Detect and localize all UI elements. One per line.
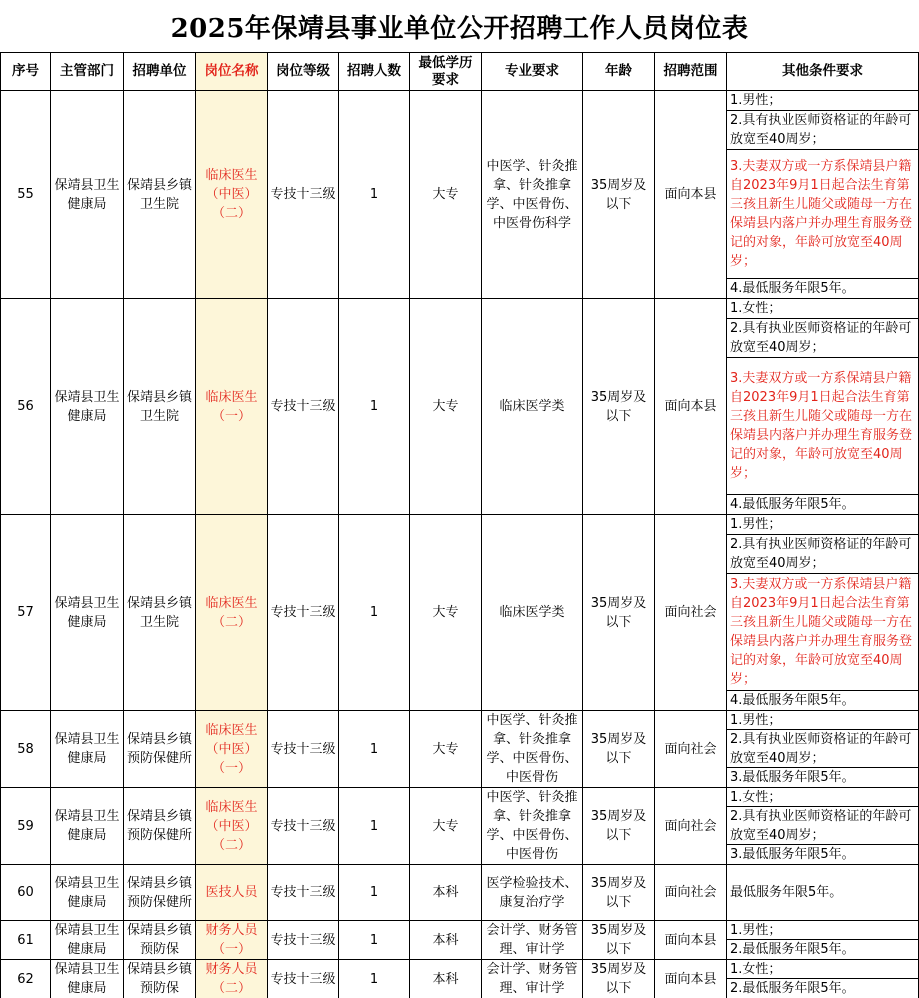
condition-line: 1.男性；: [730, 713, 782, 728]
row-number: 58: [1, 711, 51, 788]
row-level: 专技十三级: [268, 299, 339, 515]
row-count: 1: [339, 865, 410, 921]
row-conditions: 最低服务年限5年。: [727, 865, 919, 921]
row-age: 35周岁及以下: [583, 865, 655, 921]
condition-line: 2.具有执业医师资格证的年龄可放宽至40周岁；: [727, 534, 918, 573]
header-count: 招聘人数: [339, 53, 410, 91]
row-count: 1: [339, 960, 410, 998]
table-row: [1, 515, 919, 711]
row-number: 60: [1, 865, 51, 921]
row-post: 财务人员（二）: [196, 960, 268, 998]
row-major: 中医学、针灸推拿、针灸推拿学、中医骨伤、中医骨伤: [482, 788, 583, 865]
row-unit: 保靖县乡镇卫生院: [124, 299, 196, 515]
row-level: 专技十三级: [268, 960, 339, 998]
row-post: 医技人员: [196, 865, 268, 921]
row-dept: 保靖县卫生健康局: [51, 960, 124, 998]
condition-line: 3.最低服务年限5年。: [727, 767, 918, 786]
row-age: 35周岁及以下: [583, 91, 655, 299]
table-row: [1, 865, 919, 921]
header-row: [1, 53, 919, 91]
condition-line: 2.具有执业医师资格证的年龄可放宽至40周岁；: [727, 729, 918, 767]
table-row: [1, 299, 919, 515]
page-title: 2025年保靖县事业单位公开招聘工作人员岗位表: [170, 13, 749, 44]
row-dept: 保靖县卫生健康局: [51, 515, 124, 711]
row-unit: 保靖县乡镇预防保健所: [124, 788, 196, 865]
condition-line: 3.夫妻双方或一方系保靖县户籍自2023年9月1日起合法生育第三孩且新生儿随父或随母一方在保靖县内落户并办理生育服务登记的对象，年龄可放宽至40周岁；: [727, 573, 918, 690]
row-count: 1: [339, 299, 410, 515]
condition-line: 1.女性；: [730, 962, 782, 977]
row-edu: 大专: [410, 91, 482, 299]
row-count: 1: [339, 788, 410, 865]
table-row: [1, 91, 919, 299]
row-count: 1: [339, 711, 410, 788]
row-dept: 保靖县卫生健康局: [51, 921, 124, 960]
row-number: 55: [1, 91, 51, 299]
row-dept: 保靖县卫生健康局: [51, 91, 124, 299]
condition-line: 2.最低服务年限5年。: [727, 978, 918, 997]
row-conditions: [727, 788, 919, 865]
row-major: 会计学、财务管理、审计学: [482, 921, 583, 960]
row-count: 1: [339, 921, 410, 960]
condition-line: 2.最低服务年限5年。: [727, 939, 918, 958]
row-edu: 本科: [410, 865, 482, 921]
row-conditions: [727, 711, 919, 788]
row-conditions: [727, 299, 919, 515]
row-major: 临床医学类: [482, 515, 583, 711]
row-unit: 保靖县乡镇预防保: [124, 960, 196, 998]
row-major: 中医学、针灸推拿、针灸推拿学、中医骨伤、中医骨伤: [482, 711, 583, 788]
row-edu: 大专: [410, 515, 482, 711]
row-unit: 保靖县乡镇卫生院: [124, 91, 196, 299]
header-conds: 其他条件要求: [727, 53, 919, 91]
row-scope: 面向社会: [655, 788, 727, 865]
row-age: 35周岁及以下: [583, 960, 655, 998]
row-level: 专技十三级: [268, 711, 339, 788]
row-edu: 本科: [410, 921, 482, 960]
row-level: 专技十三级: [268, 921, 339, 960]
header-edu: 最低学历要求: [410, 53, 482, 91]
row-scope: 面向社会: [655, 865, 727, 921]
row-count: 1: [339, 91, 410, 299]
row-number: 61: [1, 921, 51, 960]
condition-line: 1.男性；: [730, 93, 782, 108]
condition-line: 3.夫妻双方或一方系保靖县户籍自2023年9月1日起合法生育第三孩且新生儿随父或随母一方在保靖县内落户并办理生育服务登记的对象，年龄可放宽至40周岁；: [727, 357, 918, 494]
row-level: 专技十三级: [268, 91, 339, 299]
row-dept: 保靖县卫生健康局: [51, 865, 124, 921]
header-no: 序号: [1, 53, 51, 91]
row-major: 中医学、针灸推拿、针灸推拿学、中医骨伤、中医骨伤科学: [482, 91, 583, 299]
header-scope: 招聘范围: [655, 53, 727, 91]
row-edu: 大专: [410, 299, 482, 515]
condition-line: 1.女性；: [730, 301, 782, 316]
row-post: 临床医生（二）: [196, 515, 268, 711]
header-major: 专业要求: [482, 53, 583, 91]
row-dept: 保靖县卫生健康局: [51, 788, 124, 865]
condition-line: 2.具有执业医师资格证的年龄可放宽至40周岁；: [727, 110, 918, 149]
row-unit: 保靖县乡镇预防保: [124, 921, 196, 960]
table-row: [1, 960, 919, 998]
row-scope: 面向本县: [655, 960, 727, 998]
condition-line: 1.男性；: [730, 517, 782, 532]
position-table: [0, 52, 919, 998]
row-age: 35周岁及以下: [583, 299, 655, 515]
row-conditions: [727, 921, 919, 960]
row-edu: 大专: [410, 711, 482, 788]
row-number: 62: [1, 960, 51, 998]
row-post: 财务人员（一）: [196, 921, 268, 960]
row-post: 临床医生（一）: [196, 299, 268, 515]
table-row: [1, 921, 919, 960]
header-dept: 主管部门: [51, 53, 124, 91]
row-conditions: [727, 960, 919, 998]
condition-line: 2.具有执业医师资格证的年龄可放宽至40周岁；: [727, 806, 918, 844]
row-scope: 面向本县: [655, 299, 727, 515]
row-unit: 保靖县乡镇卫生院: [124, 515, 196, 711]
row-age: 35周岁及以下: [583, 515, 655, 711]
row-count: 1: [339, 515, 410, 711]
header-post: 岗位名称: [196, 53, 268, 91]
header-age: 年龄: [583, 53, 655, 91]
condition-line: 4.最低服务年限5年。: [727, 690, 918, 710]
row-number: 57: [1, 515, 51, 711]
header-unit: 招聘单位: [124, 53, 196, 91]
condition-line: 3.夫妻双方或一方系保靖县户籍自2023年9月1日起合法生育第三孩且新生儿随父或随母一方在保靖县内落户并办理生育服务登记的对象，年龄可放宽至40周岁；: [727, 149, 918, 278]
row-edu: 本科: [410, 960, 482, 998]
row-dept: 保靖县卫生健康局: [51, 299, 124, 515]
row-age: 35周岁及以下: [583, 921, 655, 960]
row-post: 临床医生（中医）（二）: [196, 91, 268, 299]
row-unit: 保靖县乡镇预防保健所: [124, 711, 196, 788]
condition-line: 1.男性；: [730, 923, 782, 938]
row-major: 临床医学类: [482, 299, 583, 515]
row-scope: 面向社会: [655, 515, 727, 711]
row-unit: 保靖县乡镇预防保健所: [124, 865, 196, 921]
table-row: [1, 711, 919, 788]
row-age: 35周岁及以下: [583, 788, 655, 865]
row-edu: 大专: [410, 788, 482, 865]
row-major: 医学检验技术、康复治疗学: [482, 865, 583, 921]
condition-line: 1.女性；: [730, 790, 782, 805]
row-post: 临床医生（中医）（一）: [196, 711, 268, 788]
row-level: 专技十三级: [268, 788, 339, 865]
row-scope: 面向本县: [655, 91, 727, 299]
row-number: 56: [1, 299, 51, 515]
row-level: 专技十三级: [268, 515, 339, 711]
condition-line: 4.最低服务年限5年。: [727, 278, 918, 298]
row-post: 临床医生（中医）（二）: [196, 788, 268, 865]
header-level: 岗位等级: [268, 53, 339, 91]
row-age: 35周岁及以下: [583, 711, 655, 788]
condition-line: 3.最低服务年限5年。: [727, 844, 918, 863]
condition-line: 2.具有执业医师资格证的年龄可放宽至40周岁；: [727, 318, 918, 357]
row-dept: 保靖县卫生健康局: [51, 711, 124, 788]
row-major: 会计学、财务管理、审计学: [482, 960, 583, 998]
table-row: [1, 788, 919, 865]
row-conditions: [727, 515, 919, 711]
row-scope: 面向本县: [655, 921, 727, 960]
row-number: 59: [1, 788, 51, 865]
row-level: 专技十三级: [268, 865, 339, 921]
row-conditions: [727, 91, 919, 299]
row-scope: 面向社会: [655, 711, 727, 788]
condition-line: 4.最低服务年限5年。: [727, 494, 918, 514]
